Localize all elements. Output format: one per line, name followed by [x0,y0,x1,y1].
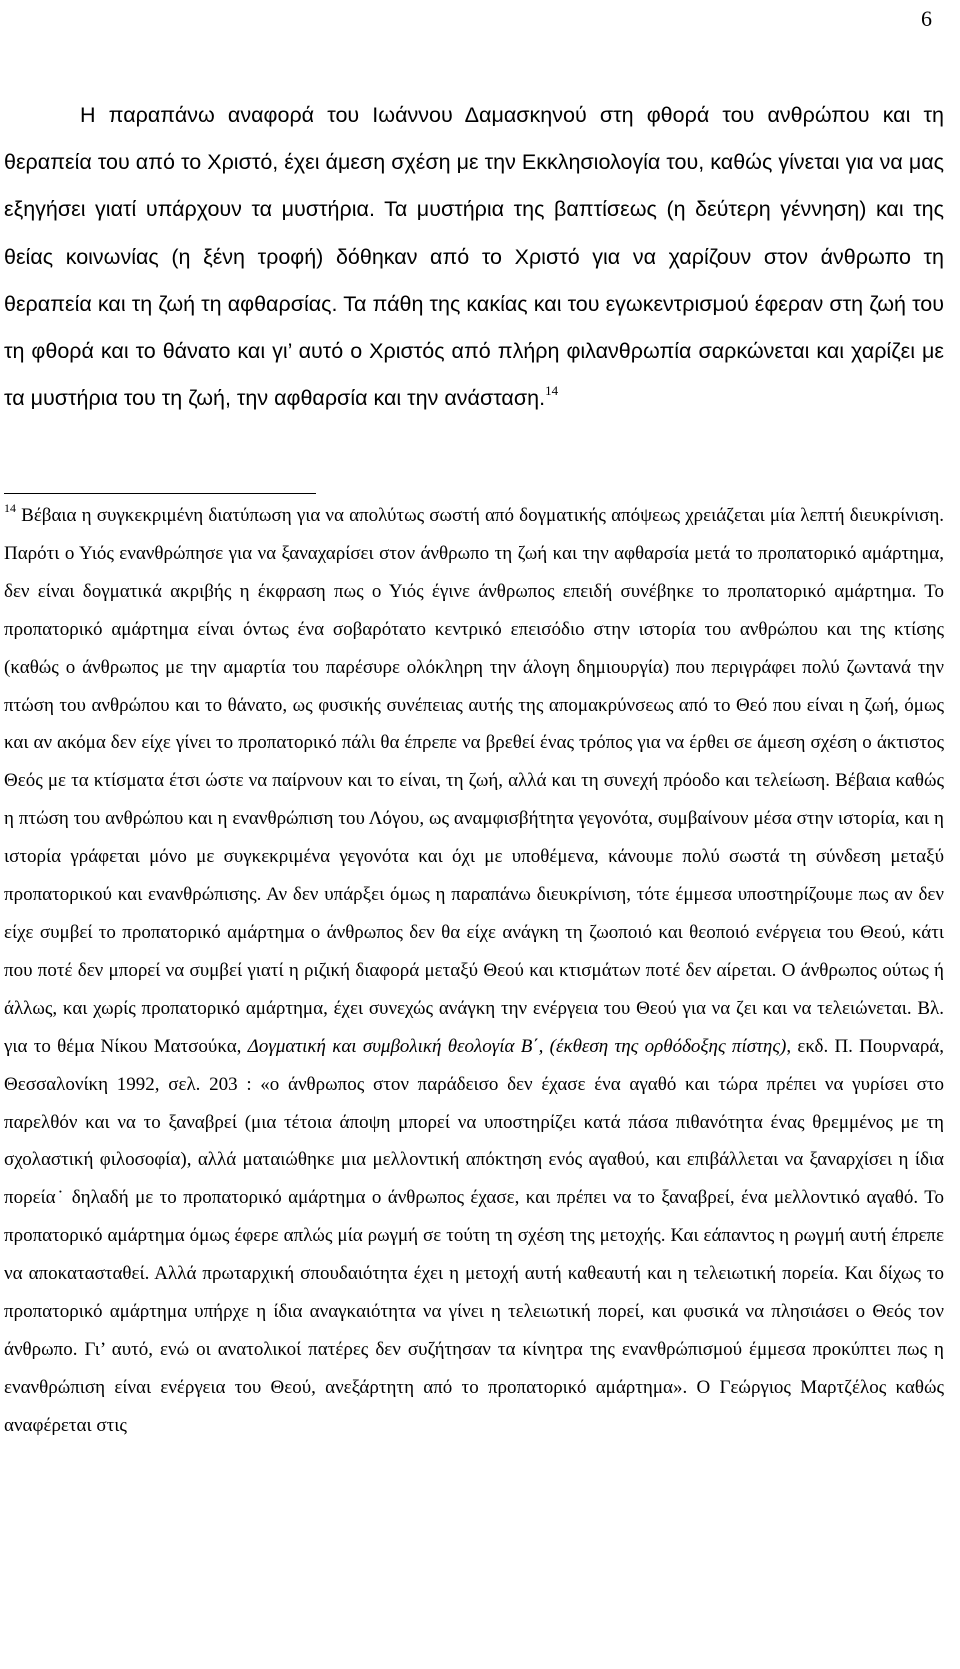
footnote-book-title: Δογματική και συμβολική θεολογία Β΄, (έκθεση της ορθόδοξης πίστης) [247,1035,787,1057]
page-number: 6 [921,6,932,31]
footnote-text-part1: Βέβαια η συγκεκριμένη διατύπωση για να απολύτως σωστή από δογματικής απόψεως χρειάζεται μία λεπτή διευκρίνιση. Παρότι ο Υιός ενανθρώπησε για να ξαναχαρίσει στον άνθρωπο τη ζωή και την αφθαρσία μετά το προπατορικό αμάρτημα, δεν είναι δογματικά ακριβής η έκφραση πως ο Υιός έγινε άνθρωπος επειδή συνέβηκε το προπατορικό αμάρτημα. Το προπατορικό αμάρτημα είναι όντως ένα σοβαρότατο κεντρικό επεισόδιο στην ιστορία του ανθρώπου και της κτίσης (καθώς ο άνθρωπος με την αμαρτία του παρέσυρε ολόκληρη την άλογη δημιουργία) που περιγράφει πολύ ζωντανά την πτώση του ανθρώπου και το θάνατο, ως φυσικής συνέπειας αυτής της απομακρύνσεως από το Θεό που είναι η ζωή, όμως και αν ακόμα δεν είχε γίνει το προπατορικό πάλι θα έπρεπε να βρεθεί ένας τρόπος για να έρθει σε άμεση σχέση ο άκτιστος Θεός με τα κτίσματα έτσι ώστε να παίρνουν και το είναι, τη ζωή, αλλά και τη συνεχή πρόοδο και τελείωση. Βέβαια καθώς η πτώση του ανθρώπου και η ενανθρώπιση του Λόγου, ως αναμφισβήτητα γεγονότα, συμβαίνουν μέσα στην ιστορία, και η ιστορία γράφεται μόνο με συγκεκριμένα γεγονότα και όχι με υποθέμενα, κάνουμε πολύ σωστά τη σύνδεση μεταξύ προπατορικού και ενανθρώπισης. Αν δεν υπάρξει όμως η παραπάνω διευκρίνιση, τότε έμμεσα υποστηρίζουμε πως αν δεν είχε συμβεί το προπατορικό αμάρτημα ο άνθρωπος δεν θα είχε ανάγκη τη ζωοποιό και θεοποιό ενέργεια του Θεού, κάτι που ποτέ δεν μπορεί να συμβεί γιατί η ριζική διαφορά μεταξύ Θεού και κτισμάτων ποτέ δεν αίρεται. Ο άνθρωπος ούτως ή άλλως, και χωρίς προπατορικό αμάρτημα, έχει συνεχώς ανάγκη την ενέργεια του Θεού για να ζει και να τελειώνεται. Βλ. για το θέμα Νίκου Ματσούκα, [4,505,945,1057]
footnote-text-part2: , εκδ. Π. Πουρναρά, Θεσσαλονίκη 1992, σελ. 203 : «ο άνθρωπος στον παράδεισο δεν έχασε ένα αγαθό και τώρα πρέπει να γυρίσει στο παρελθόν και να το ξαναβρεί (μια τέτοια άποψη μπορεί να υποστηρίζει κατά πάσα πιθανότητα ένας θρεμμένος με τη σχολαστική φιλοσοφία), αλλά ματαιώθηκε μια μελλοντική απόκτηση ενός αγαθού, και επιβάλλεται να ξαναρχίσει η ίδια πορεία˙ δηλαδή με το προπατορικό αμάρτημα ο άνθρωπος έχασε, και πρέπει να το ξαναβρεί, ένα μελλοντικό αγαθό. Το προπατορικό αμάρτημα όμως έφερε απλώς μία ρωγμή σε τούτη τη σχέση της μετοχής. Και εάπαντος η ρωγμή αυτή έπρεπε να αποκατασταθεί. Αλλά πρωταρχική σπουδαιότητα έχει η μετοχή αυτή καθεαυτή και η τελειωτική πορεία. Και δίχως το προπατορικό αμάρτημα υπήρχε η ίδια αναγκαιότητα να γίνει η τελειωτική πορεί, και φυσικά να πλησιάσει ο Θεός τον άνθρωπο. Γι’ αυτό, ενώ οι ανατολικοί πατέρες δεν συζήτησαν τα κίνητρα της ενανθρώπισμού έμμεσα προκύπτει πως η ενανθρώπιση είναι ενέργεια του Θεού, ανεξάρτητη από το προπατορικό αμάρτημα». Ο Γεώργιος Μαρτζέλος καθώς αναφέρεται στις [4,1035,945,1436]
footnote-separator [4,493,316,494]
body-paragraph [4,92,944,422]
footnote-marker: 14 [4,501,16,515]
footnote-reference[interactable]: 14 [545,383,559,399]
body-text: Η παραπάνω αναφορά του Ιωάννου Δαμασκηνού στη φθορά του ανθρώπου και τη θεραπεία του από το Χριστό, έχει άμεση σχέση με την Εκκλησιολογία του, καθώς γίνεται για να μας εξηγήσει γιατί υπάρχουν τα μυστήρια. Τα μυστήρια της βαπτίσεως (η δεύτερη γέννηση) και της θείας κοινωνίας (η ξένη τροφή) δόθηκαν από το Χριστό για να χαρίζουν στον άνθρωπο τη θεραπεία και τη ζωή τη αφθαρσίας. Τα πάθη της κακίας και του εγωκεντρισμού έφεραν στη ζωή του τη φθορά και το θάνατο και γι’ αυτό ο Χριστός από πλήρη φιλανθρωπία σαρκώνεται και χαρίζει με τα μυστήρια του τη ζωή, την αφθαρσία και την ανάσταση. [4,103,944,411]
footnote [4,497,944,1445]
